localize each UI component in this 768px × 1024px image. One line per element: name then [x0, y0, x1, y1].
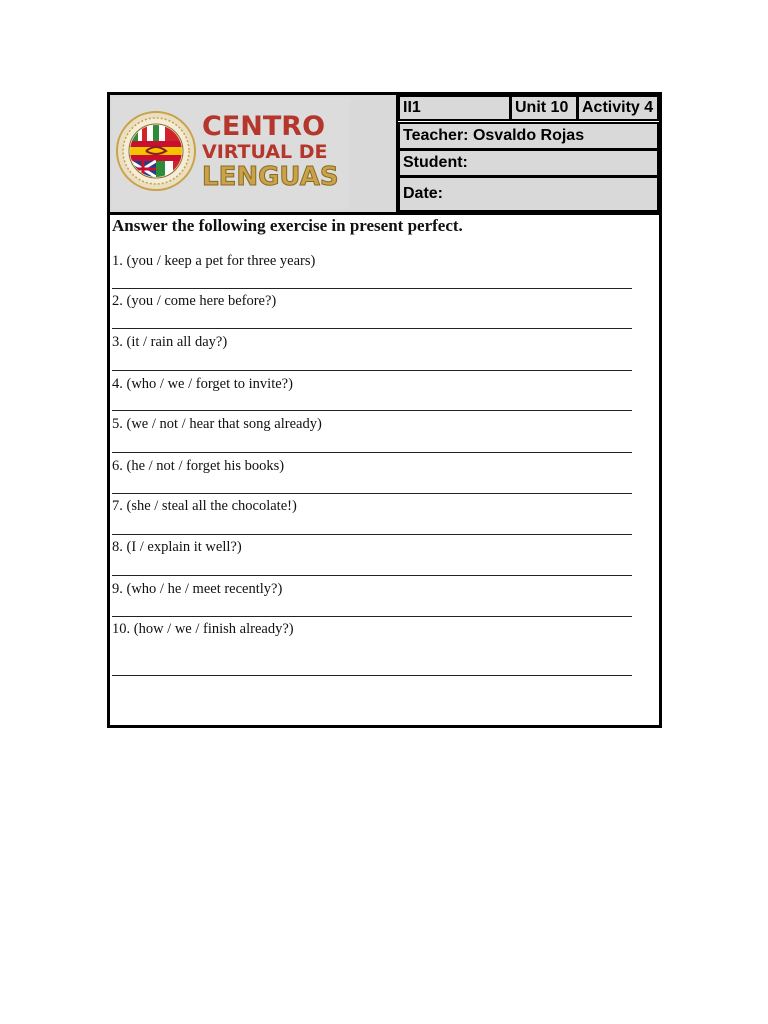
exercise-item-9: 9. (who / he / meet recently?)	[112, 581, 283, 597]
exercise-item-8: 8. (I / explain it well?)	[112, 539, 242, 555]
instructions-heading: Answer the following exercise in present perfect.	[112, 216, 463, 235]
logo-line-3: LENGUAS	[202, 162, 339, 192]
answer-line-3[interactable]	[112, 370, 632, 371]
teacher-cell: Teacher: Osvaldo Rojas	[398, 122, 659, 150]
exercise-item-2: 2. (you / come here before?)	[112, 293, 277, 309]
answer-line-4[interactable]	[112, 410, 632, 411]
answer-line-10[interactable]	[112, 675, 632, 676]
exercise-item-1: 1. (you / keep a pet for three years)	[112, 253, 316, 269]
info-grid	[398, 95, 659, 212]
unit-cell: Unit 10	[510, 95, 578, 121]
answer-line-2[interactable]	[112, 328, 632, 329]
answer-line-8[interactable]	[112, 575, 632, 576]
answer-line-1[interactable]	[112, 288, 632, 289]
logo-line-2: VIRTUAL DE	[202, 141, 328, 163]
student-field[interactable]: Student:	[398, 149, 659, 177]
logo-cell	[110, 95, 398, 212]
answer-line-9[interactable]	[112, 616, 632, 617]
worksheet	[107, 92, 662, 728]
level-cell: II1	[398, 95, 511, 121]
exercise-item-4: 4. (who / we / forget to invite?)	[112, 376, 293, 392]
flags-seal-icon	[116, 111, 196, 191]
date-field[interactable]: Date:	[398, 176, 659, 212]
worksheet-header	[110, 95, 659, 215]
exercise-item-6: 6. (he / not / forget his books)	[112, 458, 285, 474]
exercise-item-10: 10. (how / we / finish already?)	[112, 621, 294, 637]
logo-wordmark	[202, 113, 339, 190]
logo-line-1: CENTRO	[202, 111, 326, 142]
answer-line-7[interactable]	[112, 534, 632, 535]
exercise-item-5: 5. (we / not / hear that song already)	[112, 416, 322, 432]
answer-line-6[interactable]	[112, 493, 632, 494]
answer-line-5[interactable]	[112, 452, 632, 453]
exercise-item-7: 7. (she / steal all the chocolate!)	[112, 498, 297, 514]
activity-cell: Activity 4	[577, 95, 659, 121]
exercise-item-3: 3. (it / rain all day?)	[112, 334, 228, 350]
